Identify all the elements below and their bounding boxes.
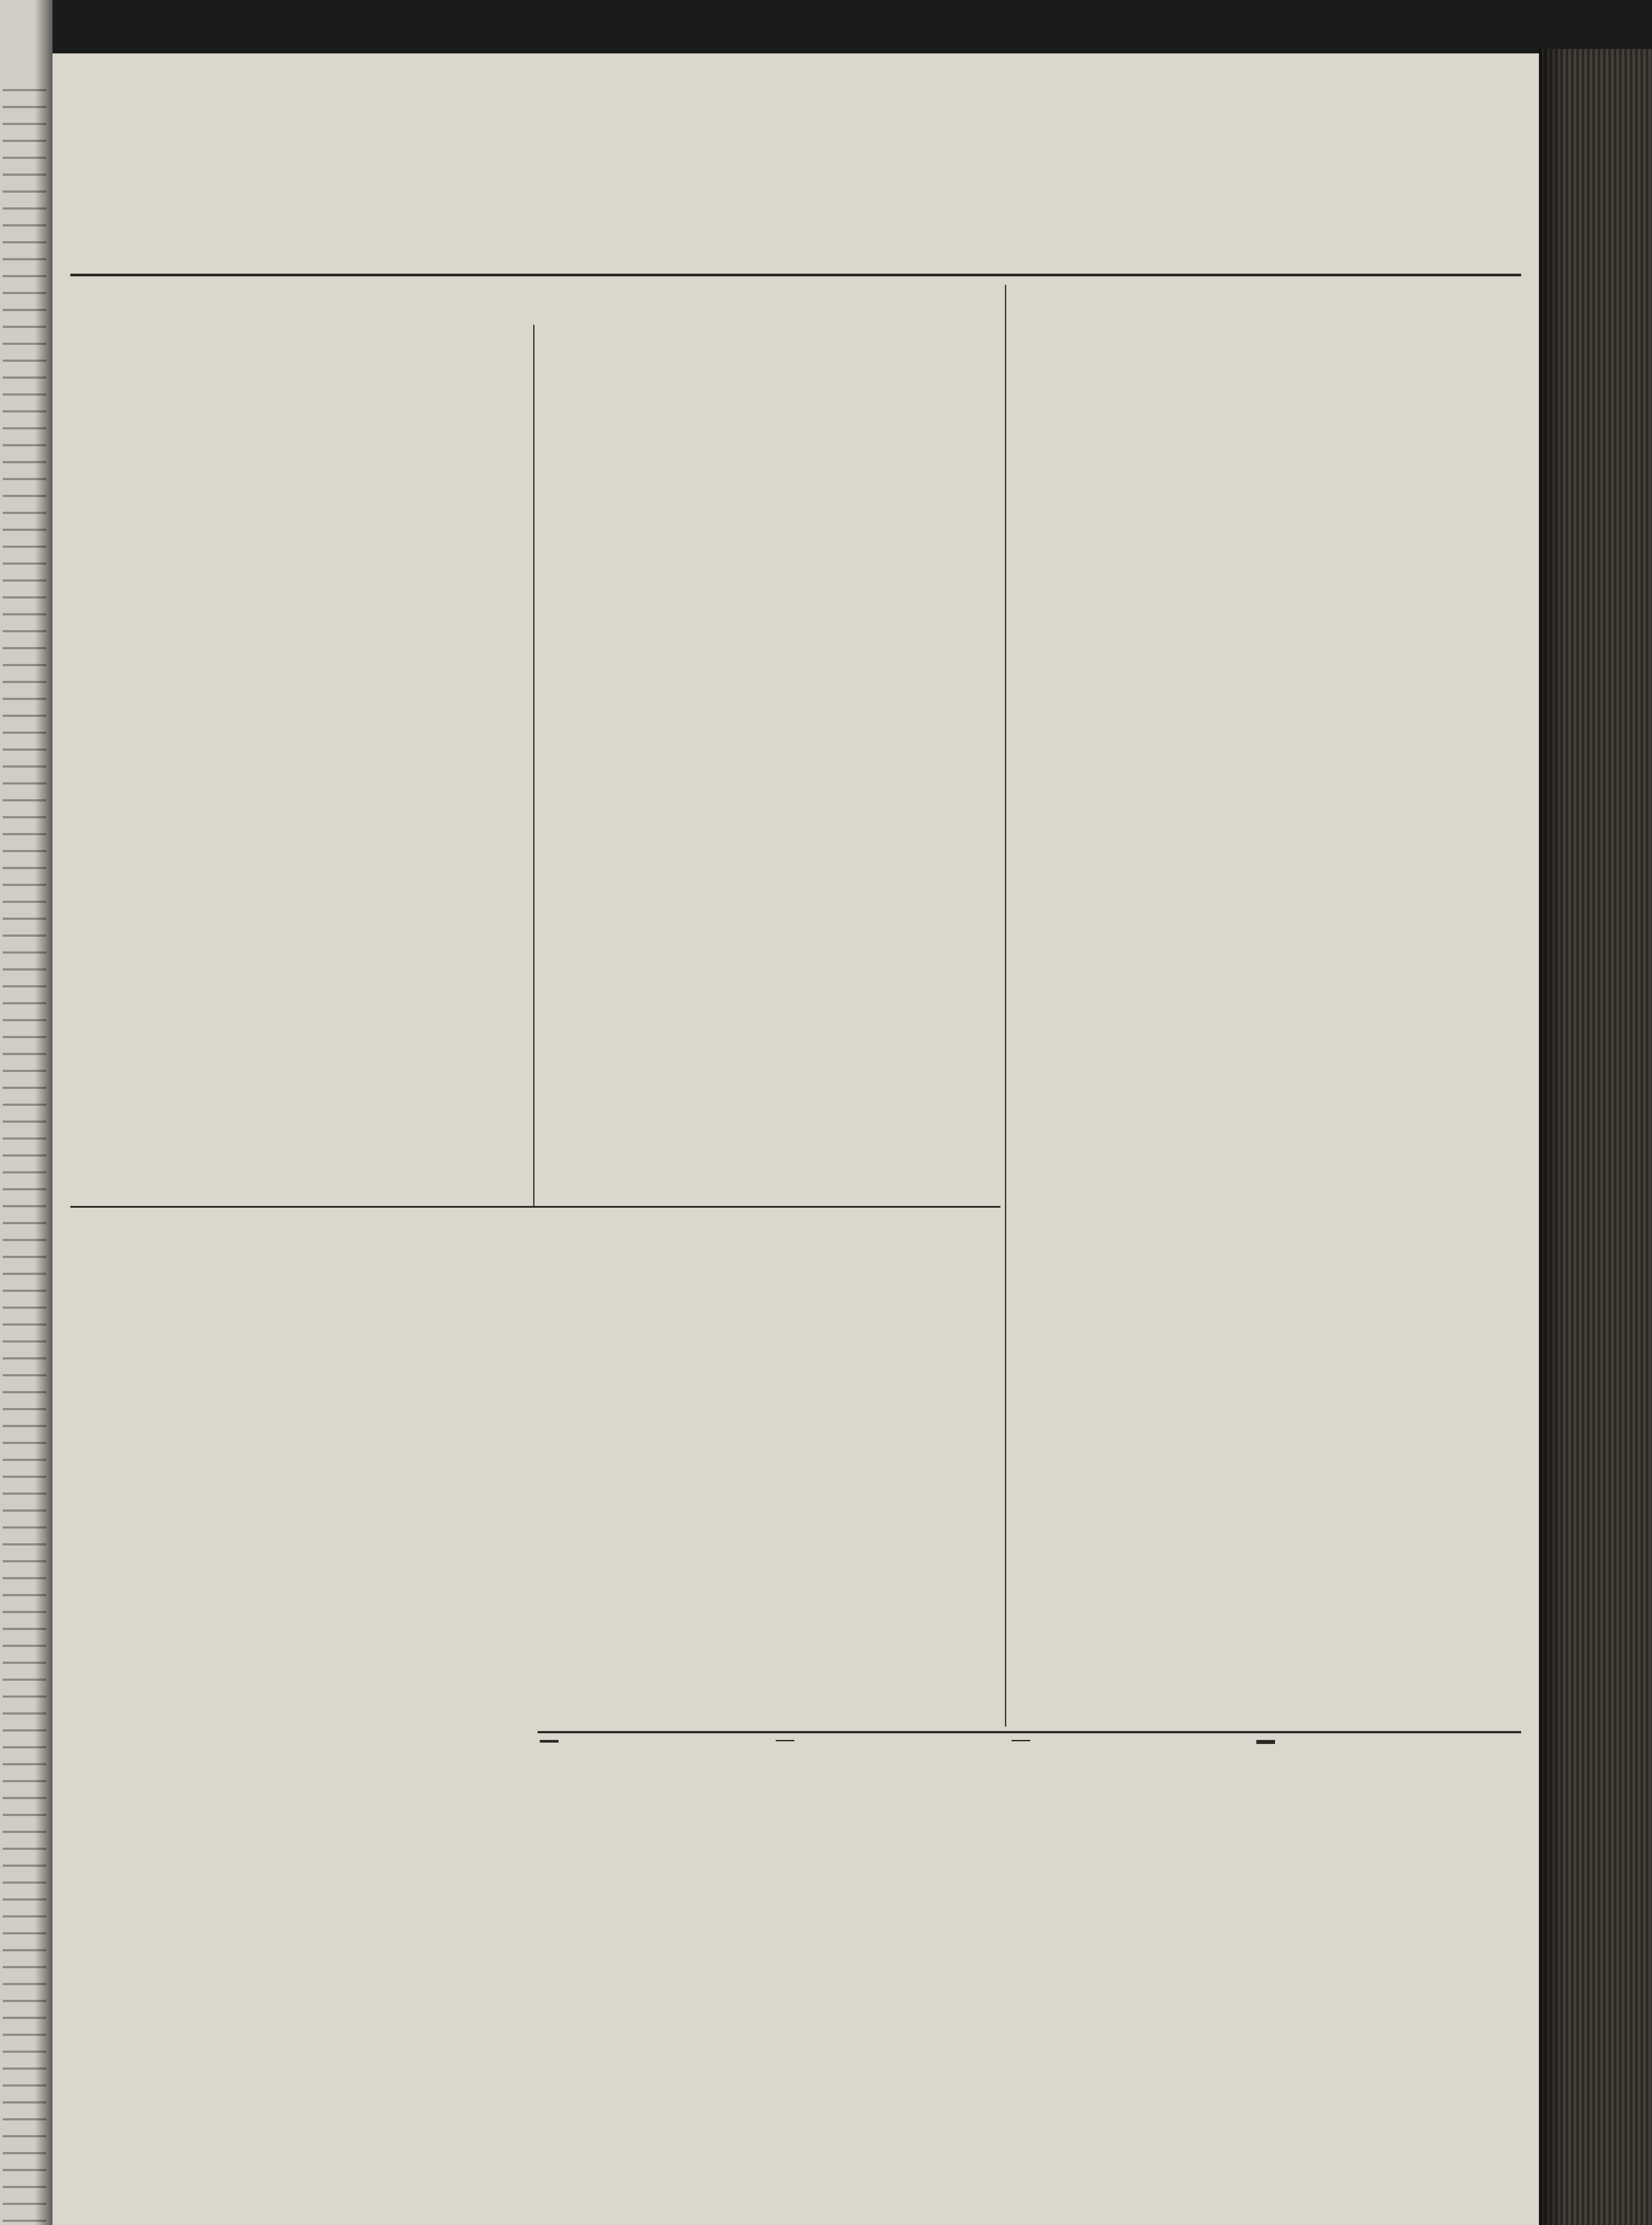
quotes-table-3 — [1012, 1740, 1030, 1741]
table-4 — [1256, 1740, 1519, 2225]
column-rule — [1005, 285, 1006, 1727]
adjacent-page-edge — [0, 0, 53, 2225]
spiegel-column — [79, 1210, 529, 2047]
boerse-column-2 — [540, 325, 998, 1202]
table-row — [1012, 1741, 1030, 1742]
quote-value — [1018, 1741, 1024, 1742]
column-rule — [533, 325, 534, 1206]
boerse-column-1 — [79, 285, 529, 1202]
newspaper-page — [53, 53, 1539, 2225]
table-1 — [540, 1740, 771, 2225]
quote-value — [546, 1742, 553, 1743]
quote-value — [1024, 1741, 1031, 1742]
table-row — [540, 1742, 559, 1743]
table-3 — [1012, 1740, 1252, 2225]
quote-value — [789, 1741, 795, 1742]
quotes-table-1 — [540, 1740, 559, 1743]
table-row — [776, 1741, 794, 1742]
quote-value — [553, 1742, 559, 1743]
quotes-table-2 — [776, 1740, 794, 1741]
column-3 — [1012, 285, 1514, 1727]
page-stack-edge — [1539, 49, 1652, 2225]
security-name — [1012, 1741, 1018, 1742]
table-2 — [776, 1740, 998, 2225]
quote-value — [782, 1741, 789, 1742]
section-rule — [70, 1206, 1000, 1208]
masthead-rule — [70, 274, 1521, 276]
quotes-table-4 — [1256, 1740, 1275, 1744]
table-rule — [538, 1731, 1521, 1733]
middle-lower-column — [540, 1210, 998, 1727]
security-name — [776, 1741, 782, 1742]
security-name — [540, 1742, 546, 1743]
